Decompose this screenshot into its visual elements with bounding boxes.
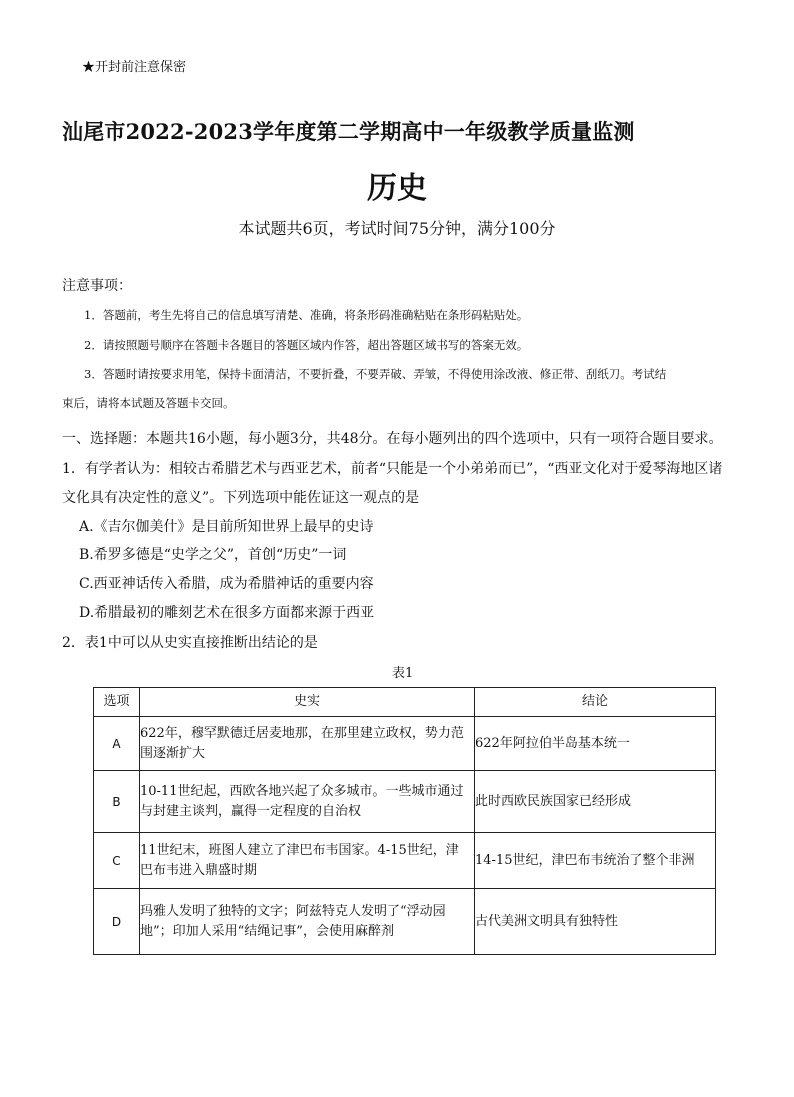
question-1-stem: 1．有学者认为：相较古希腊艺术与西亚艺术，前者“只能是一个小弟弟而已”，“西亚文化对于爱琴海地区诸 bbox=[62, 461, 723, 477]
table-row bbox=[94, 889, 716, 955]
column-header-option: 选项 bbox=[94, 688, 140, 717]
question-1-stem-continuation: 文化具有决定性的意义”。下列选项中能佐证这一观点的是 bbox=[62, 490, 420, 506]
row-fact-line: 622年，穆罕默德迁居麦地那，在那里建立政权，势力范 bbox=[140, 725, 464, 741]
subject-title: 历史 bbox=[367, 171, 427, 206]
row-option-label: C bbox=[94, 833, 140, 889]
question-1-option-b: B.希罗多德是“史学之父”，首创“历史”一词 bbox=[79, 547, 347, 563]
question-1-option-d: D.希腊最初的雕刻艺术在很多方面都来源于西亚 bbox=[79, 605, 375, 621]
row-fact bbox=[140, 833, 475, 889]
question-1-option-c: C.西亚神话传入希腊，成为希腊神话的重要内容 bbox=[79, 576, 374, 592]
note-item: 3．答题时请按要求用笔，保持卡面清洁，不要折叠，不要弄破、弄皱，不得使用涂改液、修正带、刮纸刀。考试结 bbox=[84, 367, 667, 381]
row-fact-line: 玛雅人发明了独特的文字；阿兹特克人发明了“浮动园 bbox=[140, 903, 446, 919]
question-2-stem: 2．表1中可以从史实直接推断出结论的是 bbox=[62, 635, 318, 651]
row-fact-line: 围逐渐扩大 bbox=[140, 745, 206, 761]
note-item: 1．答题前，考生先将自己的信息填写清楚、准确，将条形码准确粘贴在条形码粘贴处。 bbox=[84, 308, 529, 322]
row-fact-line: 与封建主谈判，赢得一定程度的自治权 bbox=[140, 803, 362, 819]
note-item-continuation: 束后，请将本试题及答题卡交回。 bbox=[62, 396, 235, 410]
row-conclusion: 14-15世纪，津巴布韦统治了整个非洲 bbox=[475, 833, 716, 889]
table-row bbox=[94, 717, 716, 771]
column-header-conclusion: 结论 bbox=[475, 688, 716, 717]
row-conclusion: 622年阿拉伯半岛基本统一 bbox=[475, 717, 716, 771]
table-caption: 表1 bbox=[392, 666, 414, 681]
table-row bbox=[94, 833, 716, 889]
column-header-fact: 史实 bbox=[140, 688, 475, 717]
table-row bbox=[94, 771, 716, 833]
note-item: 2．请按照题号顺序在答题卡各题目的答题区域内作答，超出答题区域书写的答案无效。 bbox=[84, 338, 529, 352]
row-conclusion: 此时西欧民族国家已经形成 bbox=[475, 771, 716, 833]
section-heading: 一、选择题：本题共16小题，每小题3分，共48分。在每小题列出的四个选项中，只有一项符合题目要求。 bbox=[62, 431, 723, 447]
row-option-label: A bbox=[94, 717, 140, 771]
row-fact-line: 10-11世纪起，西欧各地兴起了众多城市。一些城市通过 bbox=[140, 783, 464, 799]
exam-title: 汕尾市2022-2023学年度第二学期高中一年级教学质量监测 bbox=[62, 119, 635, 144]
row-option-label: B bbox=[94, 771, 140, 833]
notes-heading: 注意事项： bbox=[62, 278, 132, 294]
confidential-notice: ★开封前注意保密 bbox=[82, 60, 187, 75]
row-fact-line: 11世纪末，班图人建立了津巴布韦国家。4-15世纪，津 bbox=[140, 842, 459, 858]
row-fact bbox=[140, 771, 475, 833]
row-fact bbox=[140, 889, 475, 955]
table-header-row bbox=[94, 688, 716, 717]
question-1-option-a: A.《吉尔伽美什》是目前所知世界上最早的史诗 bbox=[79, 519, 374, 535]
exam-info: 本试题共6页，考试时间75分钟，满分100分 bbox=[238, 219, 556, 238]
question-2-table bbox=[93, 687, 716, 955]
row-fact bbox=[140, 717, 475, 771]
row-fact-line: 地”；印加人采用“结绳记事”，会使用麻醉剂 bbox=[140, 923, 394, 939]
row-option-label: D bbox=[94, 889, 140, 955]
row-conclusion: 古代美洲文明具有独特性 bbox=[475, 889, 716, 955]
row-fact-line: 巴布韦进入鼎盛时期 bbox=[140, 862, 258, 878]
